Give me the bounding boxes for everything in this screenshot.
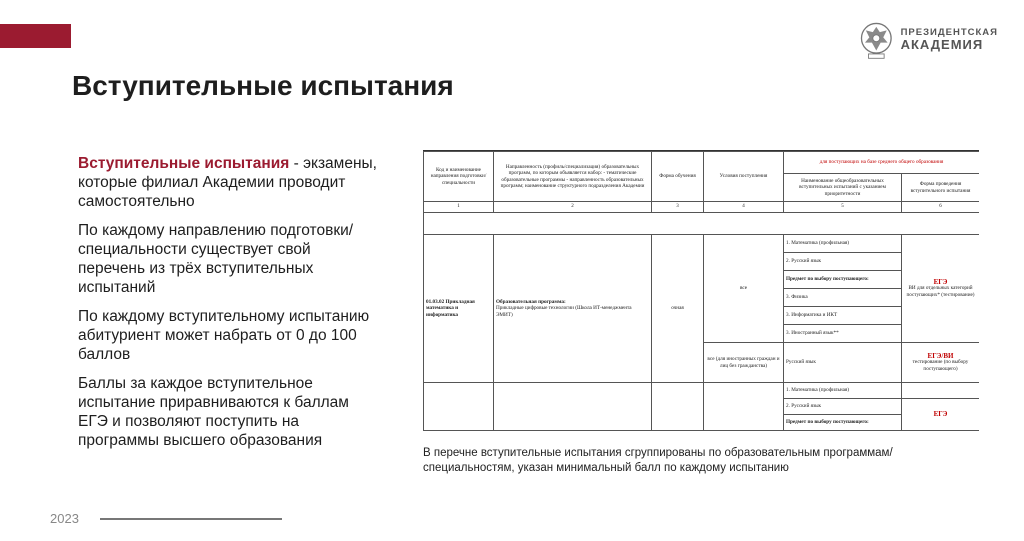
study-form-2 [652,383,704,431]
term-highlight: Вступительные испытания [78,155,290,172]
exam-form-title: ЕГЭ/ВИ [927,351,954,360]
academy-logo [858,14,998,66]
header-group: для поступающих на базе среднего общего образования [784,152,980,174]
exam-form-3 [902,399,980,431]
intro-paragraph-2: По каждому направлению подготовки/специальности существует свой перечень из трёх вступительных испытаний [78,222,354,296]
header-code: Код и наименование направления подготовки/ специальности [424,152,494,202]
exam-form-title: ЕГЭ [933,410,948,419]
header-form: Форма обучения [652,152,704,202]
intro-paragraph-3: По каждому вступительному испытанию абитуриент может набрать от 0 до 100 баллов [78,308,370,363]
header-exams: Наименование общеобразовательных вступительных испытаний с указанием приоритетности [784,174,902,202]
intro-paragraph-1 [78,154,378,211]
page-title: Вступительные испытания [72,70,454,101]
exam-form-note: ВИ для отдельных категорий поступающих* (тестирование) [906,285,975,298]
header-exam-form: Форма проведения вступительного испытания [902,174,980,202]
exam-form-1 [902,235,980,343]
col-num: 3 [652,202,704,213]
eagle-emblem-icon [858,16,895,64]
exam-item: 1. Математика (профильная) [784,235,902,253]
exam-form-empty [902,383,980,399]
admission-condition-2: все (для иностранных граждан и лиц без гражданства) [704,343,784,383]
admission-table-image [423,150,979,437]
study-form: очная [652,235,704,383]
exam-form-2 [902,343,980,383]
col-num: 4 [704,202,784,213]
program-code-2 [424,383,494,431]
header-program: Направленность (профиль/специализация) образовательных программ, по которым объявляется набор: - тематические образовательные программы - направленность образовательных программ; наименование структурного подразделения Академии [494,152,652,202]
admission-table [423,151,979,431]
footer-year: 2023 [50,511,79,526]
accent-bar [0,24,71,48]
intro-text [78,154,378,460]
logo-text-line1: ПРЕЗИДЕНТСКАЯ [900,27,998,39]
intro-paragraph-4: Баллы за каждое вступительное испытание приравниваются к баллам ЕГЭ и позволяют поступить на программы высшего образования [78,375,349,449]
col-num: 2 [494,202,652,213]
header-conditions: Условия поступления [704,152,784,202]
exam-item: 1. Математика (профильная) [784,383,902,399]
program-title: Образовательная программа: [496,298,566,305]
term-definition: - экзамены, которые филиал Академии проводит самостоятельно [78,155,377,210]
exam-item: Предмет по выбору поступающего: [784,271,902,289]
col-num: 6 [902,202,980,213]
admission-condition-3 [704,383,784,431]
footer-divider [100,518,282,520]
exam-item: Предмет по выбору поступающего: [784,415,902,431]
admission-condition-1: все [704,235,784,343]
exam-item: Русский язык [784,343,902,383]
col-num: 5 [784,202,902,213]
spacer-row [424,213,980,235]
logo-text-line2: АКАДЕМИЯ [900,37,984,53]
exam-form-note: тестирование (по выбору поступающего) [912,359,969,372]
exam-item: 2. Русский язык [784,253,902,271]
col-num: 1 [424,202,494,213]
program-description [494,235,652,383]
exam-item: 3. Физика [784,289,902,307]
exam-item: 3. Информатика и ИКТ [784,307,902,325]
program-text: Прикладные цифровые технологии (Школа ИТ-менеджмента ЭМИТ) [496,305,632,318]
exam-item: 2. Русский язык [784,399,902,415]
exam-item: 3. Иностранный язык** [784,325,902,343]
table-caption: В перечне вступительные испытания сгруппированы по образовательным программам/ специальностям, указан минимальный балл по каждому испытанию [423,447,893,474]
program-description-2 [494,383,652,431]
exam-form-title: ЕГЭ [933,277,948,286]
program-code: 01.03.02 Прикладная математика и информатика [424,235,494,383]
